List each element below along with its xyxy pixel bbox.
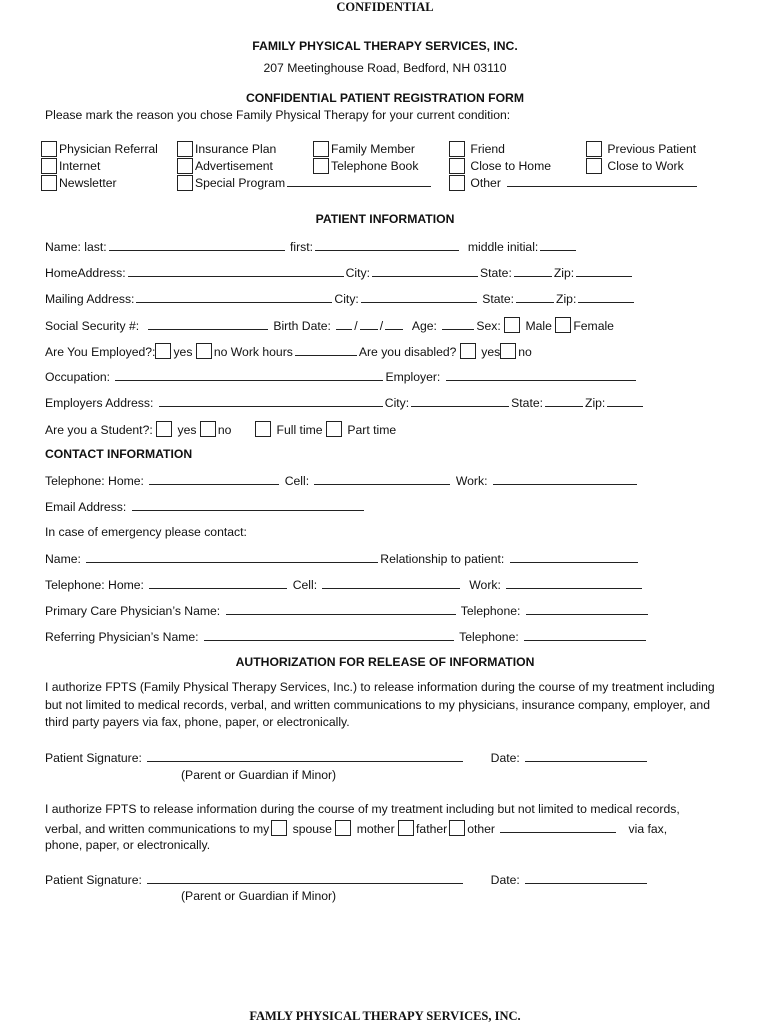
family-member-checkbox[interactable] (313, 141, 329, 157)
mother-checkbox[interactable] (335, 820, 351, 836)
internet-label: Internet (59, 159, 101, 173)
work-phone-field[interactable] (493, 473, 637, 485)
internet-checkbox[interactable] (41, 158, 57, 174)
confidential-header: CONFIDENTIAL (336, 0, 434, 14)
company-name: FAMILY PHYSICAL THERAPY SERVICES, INC. (252, 39, 518, 53)
mailing-zip-field[interactable] (578, 291, 634, 303)
guardian-note-2: (Parent or Guardian if Minor) (181, 889, 337, 903)
work-hours-label: Work hours (230, 345, 293, 359)
employer-city-field[interactable] (411, 395, 509, 407)
age-field[interactable] (442, 318, 474, 330)
mailing-state-label: State: (482, 292, 515, 306)
contact-info-heading: CONTACT INFORMATION (45, 447, 193, 461)
other-recipient-label: other (467, 822, 495, 836)
patient-signature-field-1[interactable] (147, 750, 463, 762)
close-to-home-label: Close to Home (470, 159, 551, 173)
date-label-2: Date: (490, 873, 520, 887)
mailing-address-field[interactable] (136, 291, 332, 303)
ssn-field[interactable] (148, 318, 268, 330)
newsletter-checkbox[interactable] (41, 175, 57, 191)
mailing-city-field[interactable] (361, 291, 477, 303)
special-program-checkbox[interactable] (177, 175, 193, 191)
part-time-checkbox[interactable] (326, 421, 342, 437)
special-program-label: Special Program (195, 176, 286, 190)
pcp-row (45, 603, 650, 618)
other-recipient-field[interactable] (500, 821, 616, 833)
middle-initial-field[interactable] (540, 239, 576, 251)
patient-signature-label-1: Patient Signature: (45, 751, 142, 765)
signature-row-2 (45, 872, 649, 887)
employed-no-checkbox[interactable] (196, 343, 212, 359)
home-city-field[interactable] (372, 265, 478, 277)
employer-zip-field[interactable] (607, 395, 643, 407)
pcp-telephone-label: Telephone: (460, 604, 521, 618)
authorization-paragraph-2-line-2 (45, 820, 667, 836)
full-time-label: Full time (276, 423, 323, 437)
disabled-no-checkbox[interactable] (500, 343, 516, 359)
home-zip-label: Zip: (553, 266, 575, 280)
cell-field[interactable] (314, 473, 450, 485)
insurance-plan-checkbox[interactable] (177, 141, 193, 157)
employer-zip-label: Zip: (585, 396, 606, 410)
employer-label: Employer: (385, 370, 441, 384)
patient-signature-field-2[interactable] (147, 872, 463, 884)
mailing-address-row (45, 291, 636, 306)
spouse-checkbox[interactable] (271, 820, 287, 836)
pcp-name-field[interactable] (226, 603, 456, 615)
emergency-row: In case of emergency please contact: (45, 525, 247, 539)
family-member-label: Family Member (331, 142, 415, 156)
signature-row-1 (45, 750, 649, 765)
birth-month-field[interactable] (336, 318, 352, 330)
ssn-row: Social Security #: Birth Date: / / Age: Sex: Male Female (45, 319, 614, 333)
authorization-paragraph-2-line-1: I authorize FPTS to release information during the course of my treatment including but not limited to medical records, (45, 802, 680, 816)
student-row (45, 421, 396, 437)
other-checkbox[interactable] (449, 175, 465, 191)
home-zip-field[interactable] (576, 265, 632, 277)
age-label: Age: (411, 319, 437, 333)
emergency-work-label: Work: (469, 578, 501, 592)
employer-state-label: State: (511, 396, 543, 410)
mailing-address-label: Mailing Address: (45, 292, 135, 306)
telephone-row (45, 473, 639, 488)
male-label: Male (525, 319, 552, 333)
newsletter-label: Newsletter (59, 176, 117, 190)
pcp-telephone-field[interactable] (526, 603, 648, 615)
physician-referral-label: Physician Referral (59, 142, 158, 156)
home-address-field[interactable] (128, 265, 344, 277)
emergency-cell-label: Cell: (292, 578, 318, 592)
other-recipient-checkbox[interactable] (449, 820, 465, 836)
spouse-label: spouse (292, 822, 332, 836)
employer-state-field[interactable] (545, 395, 583, 407)
middle-initial-label: middle initial: (467, 240, 539, 254)
emergency-name-label: Name: (45, 552, 81, 566)
female-label: Female (573, 319, 614, 333)
telephone-home-label: Telephone: Home: (45, 474, 144, 488)
work-hours-field[interactable] (295, 344, 357, 356)
referring-telephone-field[interactable] (524, 629, 646, 641)
pcp-name-label: Primary Care Physician’s Name: (45, 604, 221, 618)
employer-city-label: City: (384, 396, 410, 410)
reason-col-3 (313, 141, 418, 175)
para2-start-text: verbal, and written communications to my (45, 822, 270, 836)
home-state-field[interactable] (514, 265, 552, 277)
advertisement-label: Advertisement (195, 159, 273, 173)
other-reason-field[interactable] (507, 175, 697, 187)
email-row (45, 499, 366, 514)
company-address: 207 Meetinghouse Road, Bedford, NH 03110 (263, 61, 507, 75)
disabled-label: Are you disabled? (358, 345, 457, 359)
guardian-note-1: (Parent or Guardian if Minor) (181, 768, 337, 782)
employers-address-row (45, 395, 645, 410)
student-no-label: no (217, 423, 232, 437)
mailing-city-label: City: (334, 292, 359, 306)
referring-row (45, 629, 648, 644)
friend-checkbox[interactable] (449, 141, 465, 157)
sex-label: Sex: (476, 319, 501, 333)
reason-col-1 (41, 141, 158, 192)
student-yes-checkbox[interactable] (156, 421, 172, 437)
telephone-home-field[interactable] (149, 473, 279, 485)
relationship-field[interactable] (510, 551, 638, 563)
occupation-field[interactable] (115, 369, 383, 381)
home-address-row (45, 265, 634, 280)
female-checkbox[interactable] (555, 317, 571, 333)
relationship-label: Relationship to patient: (380, 552, 505, 566)
first-name-field[interactable] (315, 239, 459, 251)
emergency-name-row (45, 551, 640, 566)
date-label-1: Date: (490, 751, 520, 765)
employers-address-field[interactable] (159, 395, 383, 407)
full-time-checkbox[interactable] (255, 421, 271, 437)
friend-label: Friend (470, 142, 505, 156)
authorization-paragraph-2-line-3: phone, paper, or electronically. (45, 838, 211, 852)
student-no-checkbox[interactable] (200, 421, 216, 437)
home-address-label: HomeAddress: (45, 266, 126, 280)
close-to-work-checkbox[interactable] (586, 158, 602, 174)
reason-col-5 (586, 141, 696, 175)
student-label: Are you a Student?: (45, 423, 153, 437)
other-label: Other (470, 176, 501, 190)
male-checkbox[interactable] (504, 317, 520, 333)
via-fax-text: via fax, (628, 822, 668, 836)
special-program-field[interactable] (287, 175, 431, 187)
father-label: father (416, 822, 448, 836)
name-row (45, 239, 578, 254)
email-field[interactable] (132, 499, 364, 511)
advertisement-checkbox[interactable] (177, 158, 193, 174)
employed-label: Are You Employed?: (45, 345, 156, 359)
close-to-work-label: Close to Work (607, 159, 684, 173)
employed-yes-checkbox[interactable] (155, 343, 171, 359)
first-name-label: first: (290, 240, 314, 254)
previous-patient-checkbox[interactable] (586, 141, 602, 157)
home-state-label: State: (479, 266, 512, 280)
footer-company: FAMLY PHYSICAL THERAPY SERVICES, INC. (249, 1009, 521, 1023)
emergency-name-field[interactable] (86, 551, 378, 563)
employer-field[interactable] (446, 369, 636, 381)
mother-label: mother (356, 822, 395, 836)
occupation-row (45, 369, 638, 384)
disabled-yes-label: yes (481, 345, 501, 359)
employed-row (45, 343, 532, 359)
cell-label: Cell: (284, 474, 310, 488)
work-label: Work: (455, 474, 488, 488)
physician-referral-checkbox[interactable] (41, 141, 57, 157)
reason-instruction: Please mark the reason you chose Family Physical Therapy for your current condition: (45, 108, 511, 122)
student-yes-label: yes (177, 423, 197, 437)
mailing-state-field[interactable] (516, 291, 554, 303)
emergency-telephone-row (45, 577, 644, 592)
emergency-home-label: Telephone: Home: (45, 578, 144, 592)
mailing-zip-label: Zip: (556, 292, 577, 306)
close-to-home-checkbox[interactable] (449, 158, 465, 174)
employed-no-label: no (213, 345, 228, 359)
date-field-1[interactable] (525, 750, 647, 762)
father-checkbox[interactable] (398, 820, 414, 836)
email-label: Email Address: (45, 500, 127, 514)
birth-date-label: Birth Date: (273, 319, 331, 333)
employed-yes-label: yes (173, 345, 193, 359)
date-field-2[interactable] (525, 872, 647, 884)
insurance-plan-label: Insurance Plan (195, 142, 277, 156)
authorization-heading: AUTHORIZATION FOR RELEASE OF INFORMATION (235, 655, 535, 669)
patient-info-heading: PATIENT INFORMATION (315, 212, 455, 226)
emergency-home-field[interactable] (149, 577, 287, 589)
occupation-label: Occupation: (45, 370, 111, 384)
disabled-no-label: no (518, 345, 532, 359)
birth-day-field[interactable] (360, 318, 378, 330)
last-name-label: Name: last: (45, 240, 107, 254)
emergency-work-field[interactable] (506, 577, 642, 589)
disabled-yes-checkbox[interactable] (460, 343, 476, 359)
ssn-label: Social Security #: (45, 319, 140, 333)
previous-patient-label: Previous Patient (607, 142, 697, 156)
employers-address-label: Employers Address: (45, 396, 154, 410)
last-name-field[interactable] (109, 239, 285, 251)
birth-year-field[interactable] (385, 318, 403, 330)
referring-telephone-label: Telephone: (459, 630, 519, 644)
referring-name-label: Referring Physician’s Name: (45, 630, 199, 644)
referring-name-field[interactable] (204, 629, 454, 641)
emergency-cell-field[interactable] (322, 577, 460, 589)
form-title: CONFIDENTIAL PATIENT REGISTRATION FORM (245, 91, 525, 105)
telephone-book-checkbox[interactable] (313, 158, 329, 174)
authorization-paragraph-1: I authorize FPTS (Family Physical Therapy Services, Inc.) to release information during the course of my treatment including but not limited to medical records, verbal, and written communications to my physicians, insurance company, employer, and third party payers via fax, phone, paper, or electronically. (45, 680, 715, 729)
part-time-label: Part time (347, 423, 397, 437)
patient-signature-label-2: Patient Signature: (45, 873, 142, 887)
telephone-book-label: Telephone Book (331, 159, 419, 173)
home-city-label: City: (345, 266, 370, 280)
